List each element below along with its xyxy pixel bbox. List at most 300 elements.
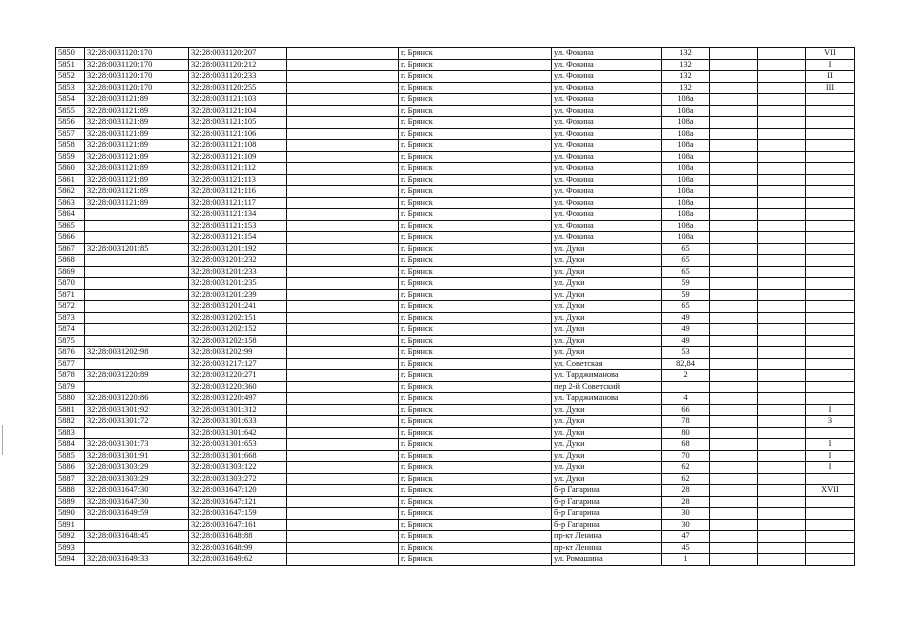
empty-cell — [287, 324, 399, 336]
premises-number-cell — [806, 220, 855, 232]
city-cell: г. Брянск — [399, 450, 552, 462]
cadastral-number-cell: 32:28:0031120:233 — [189, 71, 287, 83]
empty-cell — [287, 312, 399, 324]
empty-cell — [287, 519, 399, 531]
empty-cell — [758, 71, 806, 83]
empty-cell — [758, 48, 806, 60]
cadastral-number-cell: 32:28:0031121:106 — [189, 128, 287, 140]
city-cell: г. Брянск — [399, 473, 552, 485]
cadastral-number-cell: 32:28:0031301:642 — [189, 427, 287, 439]
house-number-cell: 132 — [662, 82, 710, 94]
empty-cell — [287, 278, 399, 290]
street-cell: ул. Фокина — [552, 94, 662, 106]
cadastral-number-cell: 32:28:0031121:105 — [189, 117, 287, 129]
empty-cell — [758, 278, 806, 290]
cadastral-number-cell: 32:28:0031121:109 — [189, 151, 287, 163]
parent-cadastral-number-cell: 32:28:0031121:89 — [85, 174, 189, 186]
city-cell: г. Брянск — [399, 427, 552, 439]
table-row — [56, 519, 855, 531]
house-number-cell: 28 — [662, 496, 710, 508]
city-cell: г. Брянск — [399, 59, 552, 71]
city-cell: г. Брянск — [399, 105, 552, 117]
premises-number-cell — [806, 335, 855, 347]
empty-cell — [287, 71, 399, 83]
cadastral-number-cell: 32:28:0031648:99 — [189, 542, 287, 554]
empty-cell — [287, 140, 399, 152]
house-number-cell: 68 — [662, 439, 710, 451]
premises-number-cell — [806, 117, 855, 129]
record-number-cell: 5851 — [56, 59, 85, 71]
table-row — [56, 542, 855, 554]
parent-cadastral-number-cell — [85, 209, 189, 221]
building-cell — [710, 324, 758, 336]
empty-cell — [758, 174, 806, 186]
city-cell: г. Брянск — [399, 197, 552, 209]
cadastral-number-cell: 32:28:0031121:108 — [189, 140, 287, 152]
house-number-cell: 62 — [662, 473, 710, 485]
empty-cell — [287, 370, 399, 382]
table-row — [56, 324, 855, 336]
premises-number-cell — [806, 266, 855, 278]
house-number-cell: 30 — [662, 519, 710, 531]
building-cell — [710, 427, 758, 439]
parent-cadastral-number-cell: 32:28:0031121:89 — [85, 197, 189, 209]
record-number-cell: 5891 — [56, 519, 85, 531]
table-row — [56, 82, 855, 94]
city-cell: г. Брянск — [399, 163, 552, 175]
house-number-cell: 108а — [662, 186, 710, 198]
table-row — [56, 485, 855, 497]
building-cell — [710, 381, 758, 393]
building-cell — [710, 439, 758, 451]
cadastral-number-cell: 32:28:0031121:116 — [189, 186, 287, 198]
house-number-cell: 65 — [662, 266, 710, 278]
table-row — [56, 117, 855, 129]
table-row — [56, 554, 855, 566]
empty-cell — [758, 94, 806, 106]
premises-number-cell: XVII — [806, 485, 855, 497]
empty-cell — [758, 347, 806, 359]
record-number-cell: 5882 — [56, 416, 85, 428]
empty-cell — [287, 462, 399, 474]
building-cell — [710, 404, 758, 416]
building-cell — [710, 485, 758, 497]
premises-number-cell — [806, 255, 855, 267]
record-number-cell: 5856 — [56, 117, 85, 129]
building-cell — [710, 197, 758, 209]
city-cell: г. Брянск — [399, 232, 552, 244]
parent-cadastral-number-cell — [85, 519, 189, 531]
house-number-cell: 80 — [662, 427, 710, 439]
street-cell: б-р Гагарина — [552, 519, 662, 531]
cadastral-number-cell: 32:28:0031301:668 — [189, 450, 287, 462]
empty-cell — [758, 289, 806, 301]
street-cell: ул. Дуки — [552, 450, 662, 462]
empty-cell — [287, 439, 399, 451]
building-cell — [710, 496, 758, 508]
city-cell: г. Брянск — [399, 462, 552, 474]
building-cell — [710, 301, 758, 313]
house-number-cell: 108а — [662, 105, 710, 117]
cadastral-number-cell: 32:28:0031648:88 — [189, 531, 287, 543]
house-number-cell: 30 — [662, 508, 710, 520]
cadastral-number-cell: 32:28:0031301:653 — [189, 439, 287, 451]
premises-number-cell: II — [806, 71, 855, 83]
building-cell — [710, 105, 758, 117]
street-cell: ул. Фокина — [552, 163, 662, 175]
record-number-cell: 5870 — [56, 278, 85, 290]
building-cell — [710, 243, 758, 255]
premises-number-cell — [806, 278, 855, 290]
premises-number-cell: III — [806, 82, 855, 94]
record-number-cell: 5859 — [56, 151, 85, 163]
street-cell: ул. Фокина — [552, 220, 662, 232]
empty-cell — [758, 163, 806, 175]
parent-cadastral-number-cell: 32:28:0031120:170 — [85, 59, 189, 71]
record-number-cell: 5884 — [56, 439, 85, 451]
city-cell: г. Брянск — [399, 324, 552, 336]
empty-cell — [758, 519, 806, 531]
empty-cell — [758, 416, 806, 428]
empty-cell — [287, 416, 399, 428]
empty-cell — [287, 197, 399, 209]
house-number-cell: 2 — [662, 370, 710, 382]
table-row — [56, 462, 855, 474]
premises-number-cell — [806, 140, 855, 152]
house-number-cell: 59 — [662, 289, 710, 301]
premises-number-cell: I — [806, 462, 855, 474]
building-cell — [710, 59, 758, 71]
parent-cadastral-number-cell: 32:28:0031649:59 — [85, 508, 189, 520]
record-number-cell: 5873 — [56, 312, 85, 324]
table-body — [56, 48, 855, 566]
empty-cell — [287, 485, 399, 497]
building-cell — [710, 220, 758, 232]
city-cell: г. Брянск — [399, 151, 552, 163]
record-number-cell: 5853 — [56, 82, 85, 94]
parent-cadastral-number-cell: 32:28:0031220:89 — [85, 370, 189, 382]
empty-cell — [758, 266, 806, 278]
building-cell — [710, 209, 758, 221]
building-cell — [710, 140, 758, 152]
street-cell: ул. Дуки — [552, 312, 662, 324]
empty-cell — [758, 151, 806, 163]
empty-cell — [287, 335, 399, 347]
city-cell: г. Брянск — [399, 439, 552, 451]
record-number-cell: 5867 — [56, 243, 85, 255]
building-cell — [710, 508, 758, 520]
house-number-cell: 108а — [662, 163, 710, 175]
record-number-cell: 5886 — [56, 462, 85, 474]
street-cell: ул. Фокина — [552, 48, 662, 60]
street-cell: ул. Дуки — [552, 347, 662, 359]
building-cell — [710, 174, 758, 186]
premises-number-cell — [806, 151, 855, 163]
building-cell — [710, 358, 758, 370]
city-cell: г. Брянск — [399, 117, 552, 129]
cadastral-register-table — [55, 47, 855, 566]
building-cell — [710, 531, 758, 543]
cadastral-number-cell: 32:28:0031301:633 — [189, 416, 287, 428]
record-number-cell: 5858 — [56, 140, 85, 152]
table-row — [56, 128, 855, 140]
empty-cell — [287, 381, 399, 393]
empty-cell — [758, 404, 806, 416]
empty-cell — [758, 255, 806, 267]
parent-cadastral-number-cell: 32:28:0031121:89 — [85, 117, 189, 129]
premises-number-cell: 3 — [806, 416, 855, 428]
street-cell: пер 2-й Советский — [552, 381, 662, 393]
cadastral-number-cell: 32:28:0031120:207 — [189, 48, 287, 60]
parent-cadastral-number-cell — [85, 335, 189, 347]
house-number-cell: 49 — [662, 335, 710, 347]
street-cell: ул. Дуки — [552, 427, 662, 439]
parent-cadastral-number-cell — [85, 381, 189, 393]
empty-cell — [287, 128, 399, 140]
city-cell: г. Брянск — [399, 278, 552, 290]
cadastral-number-cell: 32:28:0031202:151 — [189, 312, 287, 324]
table-row — [56, 105, 855, 117]
cadastral-number-cell: 32:28:0031647:120 — [189, 485, 287, 497]
house-number-cell: 4 — [662, 393, 710, 405]
empty-cell — [758, 554, 806, 566]
house-number-cell: 66 — [662, 404, 710, 416]
street-cell: б-р Гагарина — [552, 508, 662, 520]
street-cell: ул. Тарджиманова — [552, 370, 662, 382]
empty-cell — [287, 347, 399, 359]
empty-cell — [287, 542, 399, 554]
premises-number-cell: I — [806, 59, 855, 71]
parent-cadastral-number-cell: 32:28:0031301:92 — [85, 404, 189, 416]
record-number-cell: 5857 — [56, 128, 85, 140]
city-cell: г. Брянск — [399, 393, 552, 405]
empty-cell — [758, 232, 806, 244]
building-cell — [710, 82, 758, 94]
city-cell: г. Брянск — [399, 531, 552, 543]
cadastral-number-cell: 32:28:0031121:104 — [189, 105, 287, 117]
parent-cadastral-number-cell — [85, 266, 189, 278]
empty-cell — [287, 48, 399, 60]
building-cell — [710, 393, 758, 405]
street-cell: б-р Гагарина — [552, 485, 662, 497]
house-number-cell: 45 — [662, 542, 710, 554]
premises-number-cell — [806, 289, 855, 301]
table-row — [56, 335, 855, 347]
record-number-cell: 5864 — [56, 209, 85, 221]
street-cell: ул. Фокина — [552, 186, 662, 198]
street-cell: ул. Дуки — [552, 243, 662, 255]
empty-cell — [758, 324, 806, 336]
premises-number-cell — [806, 473, 855, 485]
house-number-cell: 47 — [662, 531, 710, 543]
city-cell: г. Брянск — [399, 186, 552, 198]
parent-cadastral-number-cell: 32:28:0031220:86 — [85, 393, 189, 405]
street-cell: ул. Фокина — [552, 71, 662, 83]
premises-number-cell: I — [806, 404, 855, 416]
city-cell: г. Брянск — [399, 289, 552, 301]
house-number-cell: 65 — [662, 301, 710, 313]
cadastral-number-cell: 32:28:0031201:192 — [189, 243, 287, 255]
cadastral-number-cell: 32:28:0031647:121 — [189, 496, 287, 508]
parent-cadastral-number-cell — [85, 542, 189, 554]
parent-cadastral-number-cell: 32:28:0031202:98 — [85, 347, 189, 359]
premises-number-cell — [806, 542, 855, 554]
premises-number-cell — [806, 197, 855, 209]
table-row — [56, 186, 855, 198]
house-number-cell — [662, 381, 710, 393]
street-cell: ул. Дуки — [552, 324, 662, 336]
empty-cell — [287, 243, 399, 255]
parent-cadastral-number-cell: 32:28:0031121:89 — [85, 128, 189, 140]
premises-number-cell: VII — [806, 48, 855, 60]
empty-cell — [287, 255, 399, 267]
table-row — [56, 370, 855, 382]
table-row — [56, 197, 855, 209]
record-number-cell: 5875 — [56, 335, 85, 347]
city-cell: г. Брянск — [399, 48, 552, 60]
table-row — [56, 312, 855, 324]
street-cell: б-р Гагарина — [552, 496, 662, 508]
house-number-cell: 1 — [662, 554, 710, 566]
table-row — [56, 347, 855, 359]
record-number-cell: 5892 — [56, 531, 85, 543]
table-row — [56, 393, 855, 405]
record-number-cell: 5860 — [56, 163, 85, 175]
empty-cell — [287, 496, 399, 508]
parent-cadastral-number-cell: 32:28:0031121:89 — [85, 151, 189, 163]
record-number-cell: 5893 — [56, 542, 85, 554]
table-row — [56, 255, 855, 267]
city-cell: г. Брянск — [399, 266, 552, 278]
empty-cell — [758, 82, 806, 94]
city-cell: г. Брянск — [399, 358, 552, 370]
house-number-cell: 108а — [662, 128, 710, 140]
house-number-cell: 65 — [662, 243, 710, 255]
cadastral-number-cell: 32:28:0031202:158 — [189, 335, 287, 347]
building-cell — [710, 94, 758, 106]
parent-cadastral-number-cell: 32:28:0031303:29 — [85, 473, 189, 485]
empty-cell — [287, 151, 399, 163]
cadastral-number-cell: 32:28:0031220:360 — [189, 381, 287, 393]
premises-number-cell — [806, 358, 855, 370]
empty-cell — [758, 450, 806, 462]
house-number-cell: 70 — [662, 450, 710, 462]
empty-cell — [758, 370, 806, 382]
street-cell: ул. Фокина — [552, 209, 662, 221]
house-number-cell: 49 — [662, 312, 710, 324]
street-cell: ул. Дуки — [552, 439, 662, 451]
parent-cadastral-number-cell — [85, 312, 189, 324]
parent-cadastral-number-cell: 32:28:0031120:170 — [85, 82, 189, 94]
cadastral-number-cell: 32:28:0031303:122 — [189, 462, 287, 474]
premises-number-cell — [806, 531, 855, 543]
city-cell: г. Брянск — [399, 496, 552, 508]
empty-cell — [287, 94, 399, 106]
empty-cell — [758, 220, 806, 232]
premises-number-cell — [806, 232, 855, 244]
record-number-cell: 5865 — [56, 220, 85, 232]
building-cell — [710, 232, 758, 244]
empty-cell — [758, 485, 806, 497]
parent-cadastral-number-cell: 32:28:0031121:89 — [85, 94, 189, 106]
empty-cell — [287, 289, 399, 301]
record-number-cell: 5878 — [56, 370, 85, 382]
city-cell: г. Брянск — [399, 255, 552, 267]
street-cell: ул. Советская — [552, 358, 662, 370]
empty-cell — [287, 209, 399, 221]
table-row — [56, 59, 855, 71]
house-number-cell: 108а — [662, 151, 710, 163]
empty-cell — [287, 508, 399, 520]
table-row — [56, 94, 855, 106]
house-number-cell: 53 — [662, 347, 710, 359]
empty-cell — [758, 473, 806, 485]
premises-number-cell — [806, 209, 855, 221]
cadastral-number-cell: 32:28:0031220:271 — [189, 370, 287, 382]
table-row — [56, 450, 855, 462]
table-row — [56, 301, 855, 313]
city-cell: г. Брянск — [399, 542, 552, 554]
premises-number-cell — [806, 347, 855, 359]
cadastral-number-cell: 32:28:0031201:241 — [189, 301, 287, 313]
premises-number-cell — [806, 94, 855, 106]
city-cell: г. Брянск — [399, 381, 552, 393]
building-cell — [710, 48, 758, 60]
empty-cell — [758, 496, 806, 508]
empty-cell — [287, 473, 399, 485]
cadastral-number-cell: 32:28:0031301:312 — [189, 404, 287, 416]
parent-cadastral-number-cell: 32:28:0031301:91 — [85, 450, 189, 462]
premises-number-cell — [806, 381, 855, 393]
city-cell: г. Брянск — [399, 312, 552, 324]
empty-cell — [758, 209, 806, 221]
cadastral-number-cell: 32:28:0031201:235 — [189, 278, 287, 290]
building-cell — [710, 151, 758, 163]
premises-number-cell — [806, 128, 855, 140]
table-row — [56, 151, 855, 163]
street-cell: ул. Фокина — [552, 174, 662, 186]
cadastral-number-cell: 32:28:0031647:161 — [189, 519, 287, 531]
record-number-cell: 5861 — [56, 174, 85, 186]
record-number-cell: 5894 — [56, 554, 85, 566]
premises-number-cell — [806, 370, 855, 382]
street-cell: ул. Дуки — [552, 416, 662, 428]
empty-cell — [287, 266, 399, 278]
cadastral-number-cell: 32:28:0031121:153 — [189, 220, 287, 232]
empty-cell — [287, 554, 399, 566]
building-cell — [710, 542, 758, 554]
empty-cell — [287, 105, 399, 117]
cadastral-number-cell: 32:28:0031220:497 — [189, 393, 287, 405]
parent-cadastral-number-cell: 32:28:0031649:33 — [85, 554, 189, 566]
house-number-cell: 28 — [662, 485, 710, 497]
table-row — [56, 427, 855, 439]
cadastral-number-cell: 32:28:0031201:232 — [189, 255, 287, 267]
empty-cell — [287, 393, 399, 405]
city-cell: г. Брянск — [399, 370, 552, 382]
premises-number-cell: I — [806, 450, 855, 462]
empty-cell — [287, 301, 399, 313]
empty-cell — [758, 59, 806, 71]
city-cell: г. Брянск — [399, 243, 552, 255]
street-cell: ул. Фокина — [552, 128, 662, 140]
table-row — [56, 531, 855, 543]
cadastral-number-cell: 32:28:0031121:117 — [189, 197, 287, 209]
house-number-cell: 132 — [662, 48, 710, 60]
building-cell — [710, 370, 758, 382]
empty-cell — [287, 82, 399, 94]
cadastral-number-cell: 32:28:0031201:233 — [189, 266, 287, 278]
